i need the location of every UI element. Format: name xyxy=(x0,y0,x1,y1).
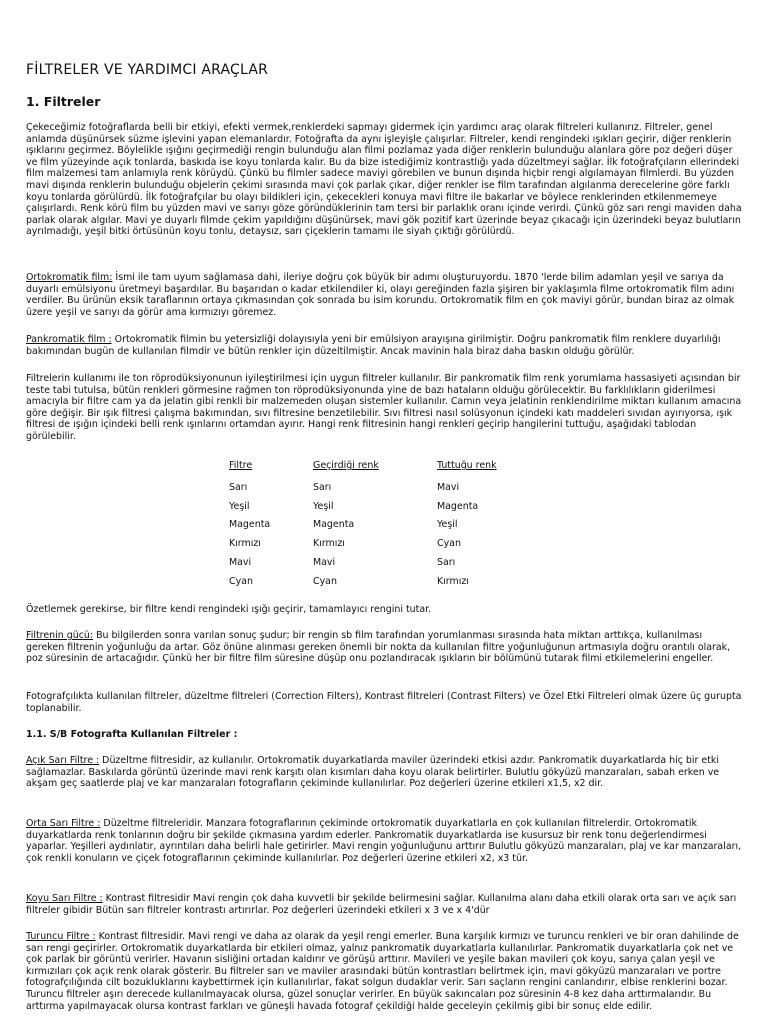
filter-groups-paragraph: Fotografçılıkta kullanılan filtreler, düzeltme filtreleri (Correction Filters), Kontrast filtreleri (Contrast Filters) ve Özel Etki Filtreleri olmak üzere üç gurupta toplanabilir. xyxy=(26,691,742,714)
filter-usage-paragraph: Filtrelerin kullanımı ile ton röprodüksiyonunun iyileştirilmesi için uygun filtreler kullanılır. Bir pankromatik film renk yorumlama hassasiyeti açısından bir teste tabi tutulsa, bütün renkleri görmesine rağmen ton röprodüksiyonunda yine de bazı hataların olduğu görülecektir. Bu farklılıkların giderilmesi amacıyla bir filtre cam ya da jelatin gibi renkli bir malzemeden oluşan sistemler kullanılır. Camın veya jelatinin renklendirilme miktarı kullanım amacına göre değişir. Bir ışık filtresi çalışma bakımından, sıvı filtresine benzetilebilir. Sıvı filtresi nasıl solüsyonun içindeki katı maddeleri sıvıdan ayırıyorsa, ışık filtresi de ışığın içindeki belli renk ışınlarını ortamdan ayırır. Hangi renk filtresinin hangi renkleri geçirip hangilerini tuttuğu, aşağıdaki tablodan görülebilir. xyxy=(26,373,742,442)
table-cell: Cyan xyxy=(437,538,461,549)
acik-sari-label: Açık Sarı Filtre : xyxy=(26,755,100,766)
koyu-sari-text: Kontrast filtresidir Mavi rengin çok daha kuvvetli bir şekilde belirmesini sağlar. Kullanılma alanı daha etkili olarak orta sarı ve açık sarı filtreler gibidir Bütün sarı filtreler kontrastı artırırlar. Poz değerleri üzerindeki etkileri x 3 ve x 4'dür xyxy=(26,893,737,916)
table-cell: Yeşil xyxy=(313,501,334,512)
table-cell: Sarı xyxy=(437,557,456,568)
table-cell: Cyan xyxy=(313,576,337,587)
orta-sari-label: Orta Sarı Filtre : xyxy=(26,818,101,829)
section-heading-sb-filters: 1.1. S/B Fotografta Kullanılan Filtreler : xyxy=(26,729,238,740)
acik-sari-paragraph xyxy=(26,755,742,790)
ortokromatik-paragraph xyxy=(26,272,742,318)
orta-sari-paragraph xyxy=(26,818,742,864)
table-cell: Magenta xyxy=(229,519,271,530)
pankromatik-text: Ortokromatik filmin bu yetersizliği dolayısıyla yeni bir emülsiyon arayışına girilmiştir. Doğru pankromatik film renklere duyarlılığı bakımından bugün de kullanılan filmdir ve bütün renkler için düzeltilmiştir. Ancak mavinin hala biraz daha baskın olduğu görülür. xyxy=(26,334,721,357)
section-heading-filtreler: 1. Filtreler xyxy=(26,94,101,109)
summary-paragraph: Özetlemek gerekirse, bir filtre kendi rengindeki ışığı geçirir, tamamlayıcı rengini tutar. xyxy=(26,604,432,615)
table-header-tuttugu: Tuttuğu renk xyxy=(437,460,497,471)
ortokromatik-label: Ortokromatik film: xyxy=(26,272,113,283)
turuncu-text: Kontrast filtresidir. Mavi rengi ve daha az olarak da yeşil rengi emerler. Buna karşılık kırmızı ve turuncu renkleri ve bir oran dahilinde de sarı rengi geçirirler. Ortokromatik duyarkatlarda bir etkileri olmaz, yalnız pankromatik duyarkatlarla kullanılırlar. Pankromatik duyarkatlarla çok net ve çok parlak bir görüntü verirler. Havanın sisliğini ortadan kaldırır ve görüşü arttırır. Mavileri ve yeşile bakan mavileri çok koyu, sarıya çalan yeşil ve kırmızıları çok açık renk olarak gösterir. Bu filtreler sarı ve maviler arasındaki bütün kontrastları belirtmek için, mavi gökyüzü manzaraları ve portre fotografçılığında cilt bozukluklarını kaybettirmek için kullanılırlar, fakat solgun dudaklar verir. Sarı saçların rengini canlandırır, elbise renklerini bozar. Turuncu filtreler aşırı derecede kullanılmayacak olursa, güzel sonuçlar verirler. En büyük sakıncaları poz süresinin 4-8 kez daha arttırmalarıdır. Bu arttırma yapılmayacak olursa kontrast farkları ve güneşli havada fotograf çekildiği halde geceleyin çekilmiş gibi bir sonuç elde edilir. xyxy=(26,931,739,1012)
turuncu-label: Turuncu Filtre : xyxy=(26,931,96,942)
table-cell: Yeşil xyxy=(229,501,250,512)
table-cell: Mavi xyxy=(437,482,460,493)
table-cell: Cyan xyxy=(229,576,253,587)
table-cell: Kırmızı xyxy=(437,576,469,587)
document-title: FİLTRELER VE YARDIMCI ARAÇLAR xyxy=(26,62,269,78)
acik-sari-text: Düzeltme filtresidir, az kullanılır. Ortokromatik duyarkatlarda maviler üzerindeki etkisi azdır. Pankromatik duyarkatlarda hiç bir etki sağlamazlar. Baskılarda görüntü üzerinde mavi renk karşıtı olan kısımları daha koyu olarak belirtirler. Bulutlu gökyüzü manzaraları, sabah erken ve akşam geç saatlerde plaj ve kar manzaraları fotografların çekiminde kullanılırlar. Poz değerleri üzerine etkileri x1,5, x2 dir. xyxy=(26,755,720,790)
table-cell: Magenta xyxy=(313,519,355,530)
table-cell: Sarı xyxy=(313,482,332,493)
table-cell: Mavi xyxy=(313,557,336,568)
filter-power-label: Filtrenin gücü: xyxy=(26,630,94,641)
table-cell: Yeşil xyxy=(437,519,458,530)
table-cell: Kırmızı xyxy=(313,538,345,549)
filter-power-paragraph xyxy=(26,630,742,665)
orta-sari-text: Düzeltme filtreleridir. Manzara fotograflarının çekiminde ortokromatik duyarkatlarla en çok kullanılan filtrelerdir. Ortokromatik duyarkatlarda renk tonlarının doğru bir şekilde çıkmasına yardım ederler. Pankromatik duyarkatlarda ise kusursuz bir renk tonu değerlendirmesi yaparlar. Yeşilleri aydınlatır, ayrıntıları daha belirli hale getirirler. Mavi rengin yoğunluğunu arttırır Bulutlu gökyüzü manzaraları, plaj ve kar manzaraları, çok renkli konuların ve çiçek fotograflarının çekiminde kullanılırlar. Poz değerleri üzerine etkileri x2, x3 tür. xyxy=(26,818,742,864)
filter-power-text: Bu bilgilerden sonra varılan sonuç şudur; bir rengin sb film tarafından yorumlanması sırasında hata miktarı arttıkça, kullanılması gereken filtrenin yoğunluğu da artar. Göz önüne alınması gereken önemli bir nokta da kullanılan filtre yoğunluğunun artmasıyla doğru orantılı olarak, poz süresinin de artacağıdır. Çünkü her bir filtre film süresine düşüp onu pozlandıracak ışıkların bir bölümünü tutarak filmi etkilemelerini engeller. xyxy=(26,630,731,665)
table-cell: Kırmızı xyxy=(229,538,261,549)
koyu-sari-paragraph xyxy=(26,893,742,916)
table-header-gecirdigi: Geçirdiği renk xyxy=(313,460,379,471)
koyu-sari-label: Koyu Sarı Filtre : xyxy=(26,893,103,904)
table-cell: Sarı xyxy=(229,482,248,493)
intro-paragraph: Çekeceğimiz fotoğraflarda belli bir etkiyi, efekti vermek,renklerdeki sapmayı gidermek için yardımcı araç olarak filtreleri kullanırız. Filtreler, genel anlamda düşünürsek süzme işlevini yapan elemanlardır. Fotoğrafta da aynı işleyişle çalışırlar. Filtreler, kendi rengindeki ışıkları geçirir, diğer renklerin ışıklarını geçirmez. Böylelikle ışığını geçirmediği rengin bulunduğu alan filmi pozlamaz yada diğer renklerin bulunduğu alanlara göre poz değeri düşer ve film yüzeyinde açık tonlarda, baskıda ise koyu tonlarda kalır. Bu da bize istediğimiz kontrastlığı yada düzeltmeyi sağlar. İlk fotoğrafçıların ellerindeki film malzemesi tam anlamıyla renk körüydü. Çünkü bu filmler sadece maviyi görebilen ve bunun dışında hiçbir rengi algılamayan filmlerdi. Bu yüzden mavi dışında renklerin bulunduğu objelerin çekimi sırasında mavi çok parlak çıkar, diğer renkler ise film tarafından algılanma derecelerine göre farklı koyu tonlarda görülürdü. İlk fotoğrafçılar bu olayı bildikleri için, çekecekleri konuya mavi filtre ile bakarlar ve böylece renklerinden etkilenmemeye çalışırlardı. Renk körü film bu yüzden mavi ve sarıyı göze göründüklerinin tam tersi bir parlaklık oranı içinde verirdi. Çünkü göz sarı rengi maviden daha parlak olarak algılar. Mavi ye duyarlı filmde çekim yapıldığını düşünürsek, mavi gök pozitif kart üzerinde beyaz çıkacağı için üzerindeki beyaz bulutların ayrılmadığı, yeşil bitki örtüsünün koyu tonlu, detaysız, sarı çiçeklerin tamamı ile siyah çıktığı görülürdü. xyxy=(26,122,742,238)
ortokromatik-text: İsmi ile tam uyum sağlamasa dahi, ileriye doğru çok büyük bir adımı oluşturuyordu. 1870 'lerde bilim adamları yeşil ve sarıya da duyarlı emülsiyonu üretmeyi başardılar. Bu başarıdan o kadar etkilendiler ki, olayı gereğinden fazla şişiren bir yaklaşımla filme ortokromatik film adını verdiler. Bu ürünün eksik taraflarının ortaya çıkmasından çok sonrada bu isim korundu. Ortokromatik film en çok maviyi görür, bundan biraz az olmak üzere yeşil ve sarıyı da görür ama kırmızıyı göremez. xyxy=(26,272,735,318)
table-cell: Mavi xyxy=(229,557,252,568)
table-header-filtre: Filtre xyxy=(229,460,253,471)
table-cell: Magenta xyxy=(437,501,479,512)
pankromatik-paragraph xyxy=(26,334,742,357)
pankromatik-label: Pankromatik film : xyxy=(26,334,112,345)
turuncu-paragraph xyxy=(26,931,742,1012)
